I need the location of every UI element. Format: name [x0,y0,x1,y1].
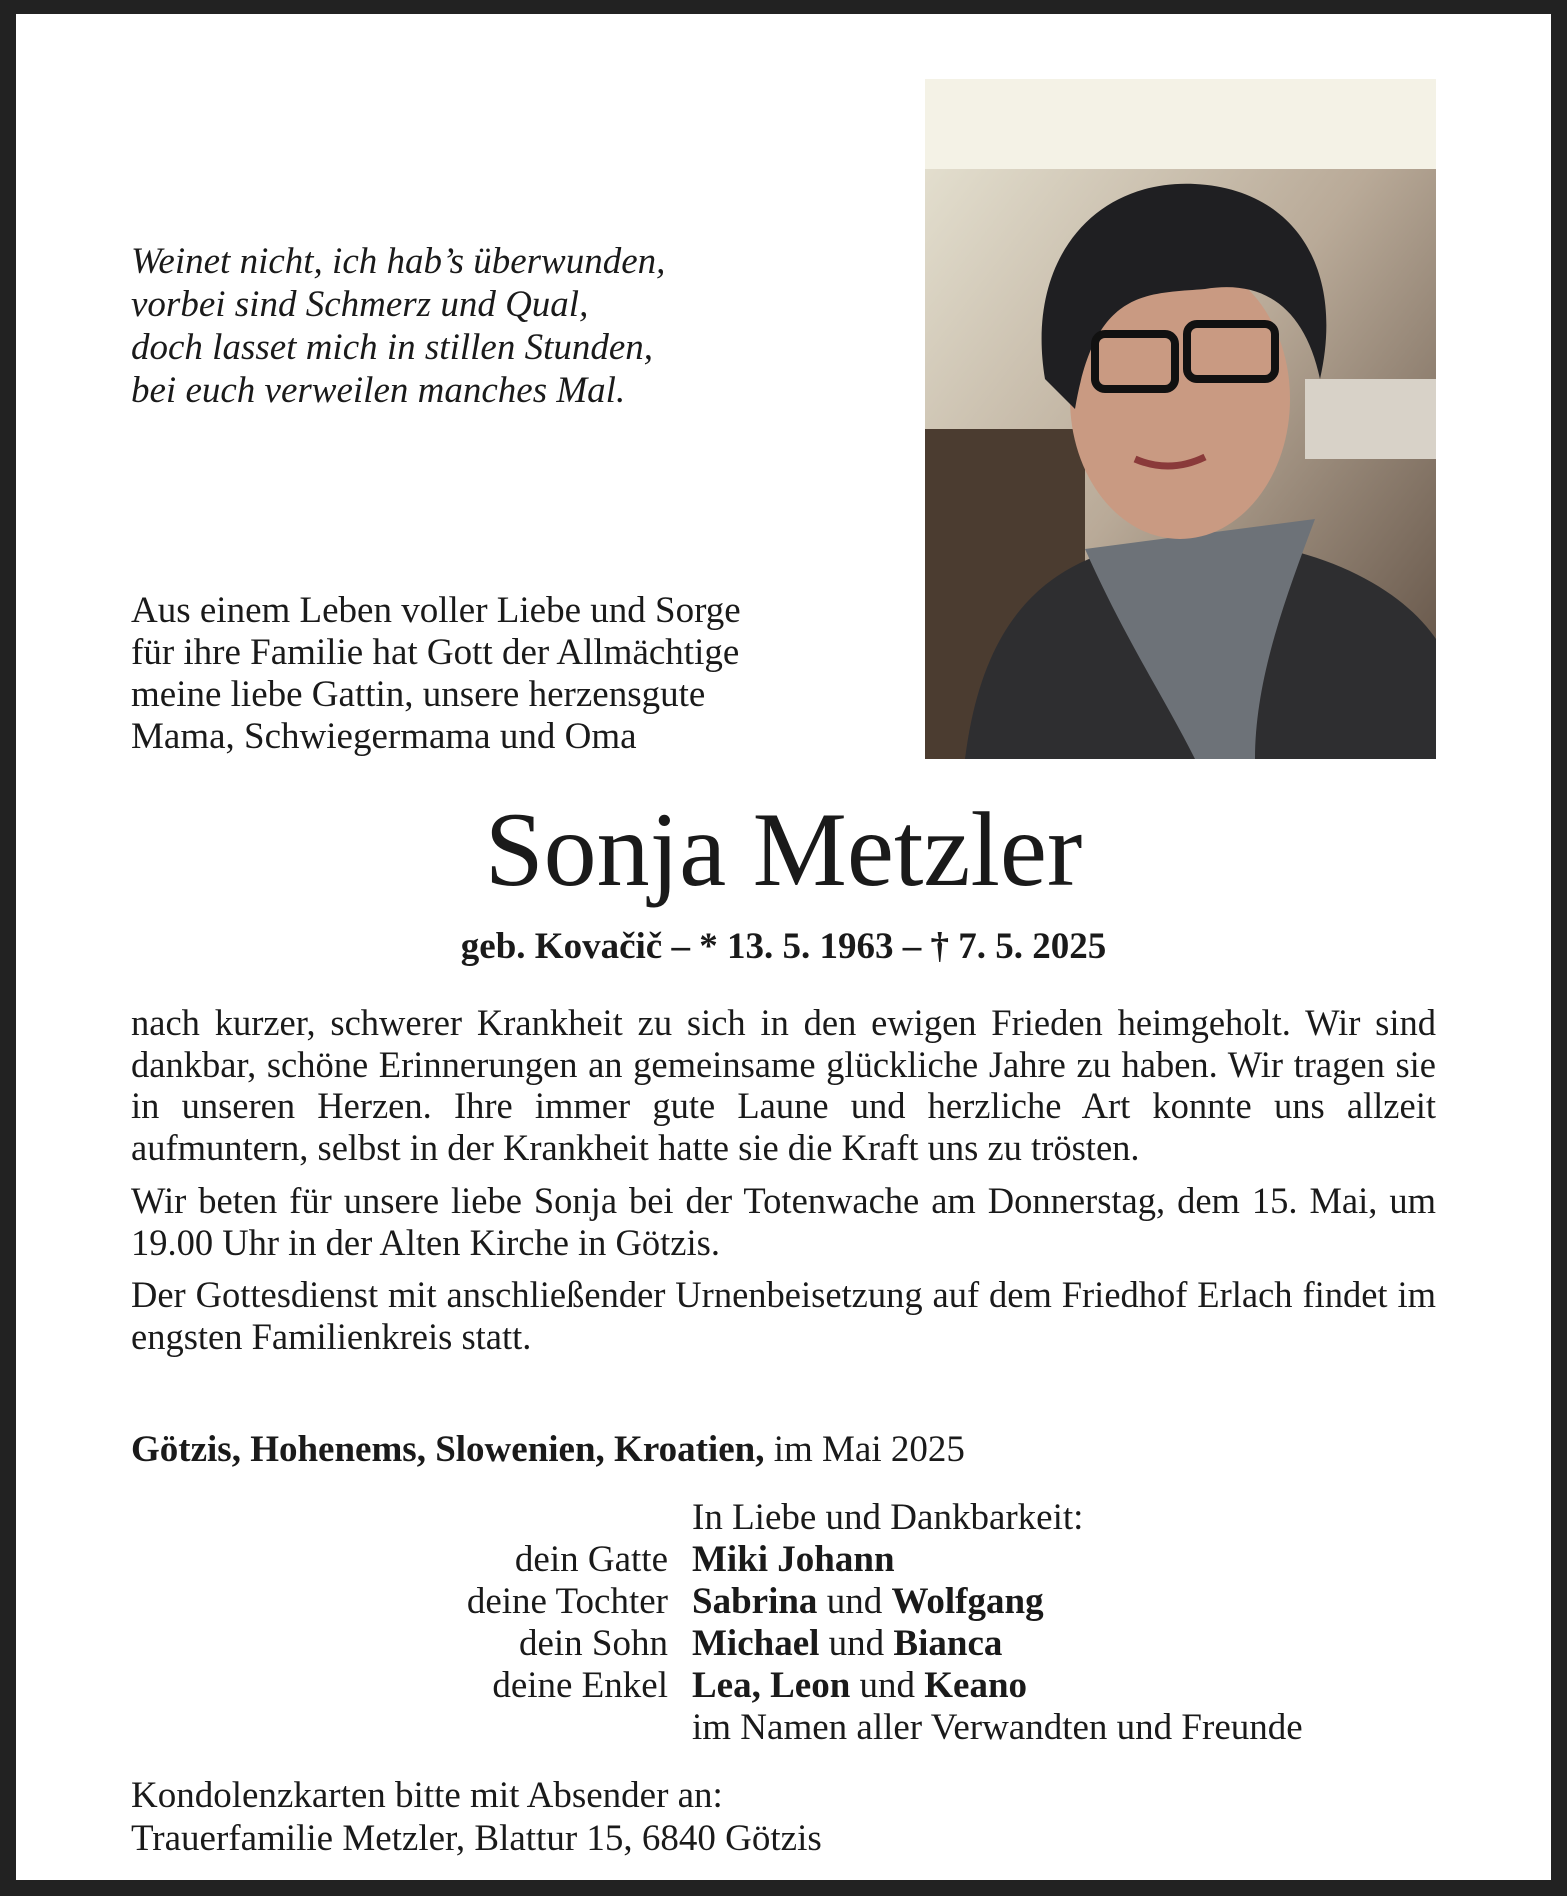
date-line: im Mai 2025 [764,1429,965,1470]
body-paragraph: Der Gottesdienst mit anschließender Urnenbeisetzung auf dem Friedhof Erlach findet im engsten Familienkreis statt. [131,1274,1436,1357]
thanks-heading: In Liebe und Dankbarkeit: [692,1497,1084,1538]
mourner-name: Keano [924,1665,1028,1706]
thanks-footer: im Namen aller Verwandten und Freunde [692,1707,1303,1748]
portrait-photo [925,79,1436,759]
intro-text [131,590,851,758]
mourner-name: Miki Johann [692,1539,895,1580]
body-paragraph: nach kurzer, schwerer Krankheit zu sich in den ewigen Frieden heimgeholt. Wir sind dankbar, schöne Erinnerungen an gemeinsame glückliche Jahre zu haben. Wir tragen sie in unseren Herzen. Ihre immer gute Laune und herzliche Art konnte uns allzeit aufmuntern, selbst in der Krankheit hatte sie die Kraft uns zu trösten. [131,1002,1436,1169]
intro-line: Mama, Schwiegermama und Oma [131,716,637,757]
announcement-body [131,1002,1436,1369]
conjunction: und [817,1581,892,1622]
poem-line: Weinet nicht, ich hab’s überwunden, [131,241,666,282]
intro-line: Aus einem Leben voller Liebe und Sorge [131,590,741,631]
poem-line: doch lasset mich in stillen Stunden, [131,327,654,368]
places: Götzis, Hohenems, Slowenien, Kroatien, [131,1429,765,1470]
mourner-name: Bianca [893,1623,1003,1664]
intro-line: für ihre Familie hat Gott der Allmächtige [131,632,740,673]
mourner-row [0,1623,1303,1665]
mourner-row [0,1581,1303,1623]
condolence-line: Kondolenzkarten bitte mit Absender an: [131,1775,723,1816]
relation-label: deine Tochter [466,1581,668,1622]
mourners-list [0,1497,1303,1749]
relation-label: dein Gatte [514,1539,668,1580]
deceased-name: Sonja Metzler [484,791,1083,908]
condolence-address [131,1774,822,1860]
mourner-name: Michael [692,1623,820,1664]
poem-line: bei euch verweilen manches Mal. [131,370,626,411]
birth-death-dates: geb. Kovačič – * 13. 5. 1963 – † 7. 5. 2025 [460,926,1107,967]
mourner-name: Wolfgang [891,1581,1044,1622]
mourner-name: Lea, Leon [692,1665,851,1706]
mourner-name: Sabrina [692,1581,818,1622]
poem [131,240,665,412]
conjunction: und [850,1665,925,1706]
body-paragraph: Wir beten für unsere liebe Sonja bei der Totenwache am Donnerstag, dem 15. Mai, um 19.00 Uhr in der Alten Kirche in Götzis. [131,1179,1436,1263]
mourner-row [0,1539,1303,1581]
mourner-row [0,1665,1303,1707]
places-line [131,1428,965,1471]
conjunction: und [819,1623,894,1664]
condolence-line: Trauerfamilie Metzler, Blattur 15, 6840 Götzis [131,1818,822,1859]
intro-line: meine liebe Gattin, unsere herzensgute [131,674,706,715]
relation-label: dein Sohn [518,1623,668,1664]
poem-line: vorbei sind Schmerz und Qual, [131,284,589,325]
relation-label: deine Enkel [492,1665,668,1706]
